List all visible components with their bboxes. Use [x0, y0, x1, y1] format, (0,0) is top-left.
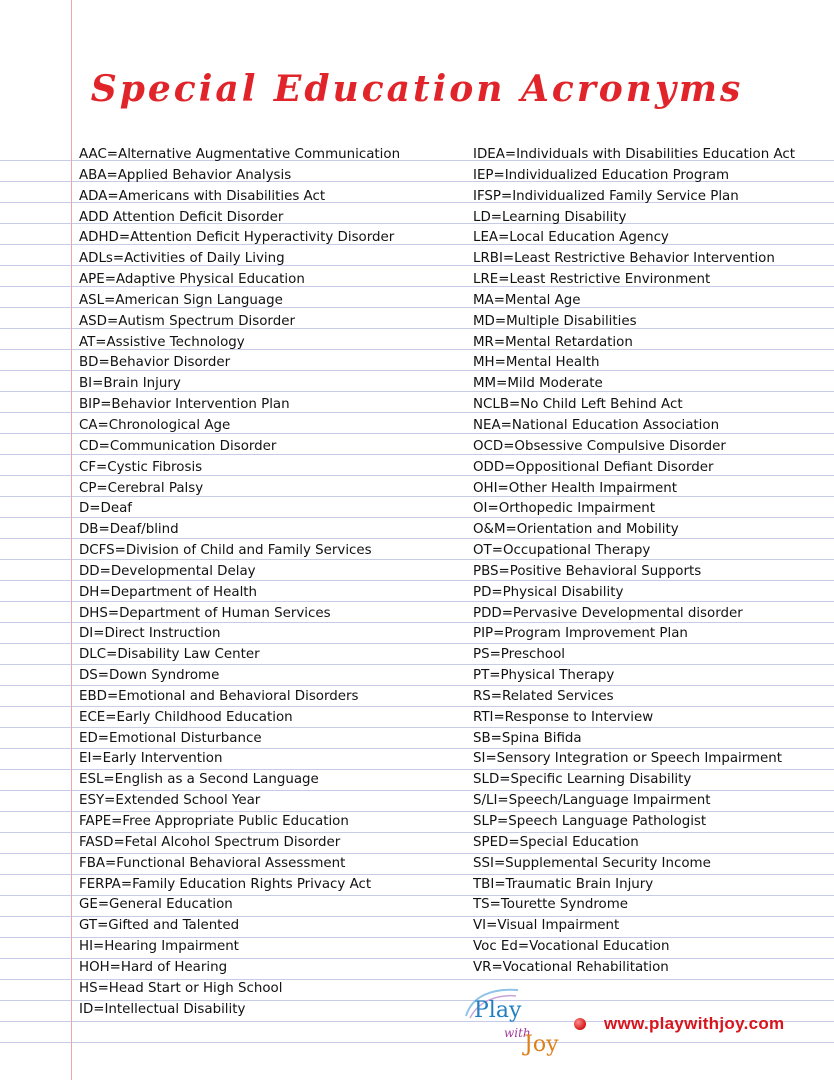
acronym-item: IDEA=Individuals with Disabilities Education Act [473, 147, 795, 162]
acronym-item: TBI=Traumatic Brain Injury [473, 876, 654, 892]
acronym-item: AAC=Alternative Augmentative Communication [79, 147, 401, 162]
acronym-item: IFSP=Individualized Family Service Plan [473, 188, 739, 204]
acronym-item: AT=Assistive Technology [79, 334, 245, 350]
acronym-item: PS=Preschool [473, 647, 566, 663]
acronym-item: EBD=Emotional and Behavioral Disorders [79, 688, 359, 704]
acronym-item: MM=Mild Moderate [473, 376, 603, 392]
acronym-item: PIP=Program Improvement Plan [473, 626, 688, 642]
acronym-item: ESL=English as a Second Language [79, 772, 319, 788]
acronym-item: LD=Learning Disability [473, 209, 627, 225]
acronym-item: ECE=Early Childhood Education [79, 709, 293, 725]
acronym-item: MH=Mental Health [473, 355, 600, 371]
acronym-item: MA=Mental Age [473, 292, 581, 308]
acronym-item: HS=Head Start or High School [79, 980, 283, 996]
website-link[interactable]: www.playwithjoy.com [604, 1014, 785, 1033]
red-ball-icon [574, 1018, 586, 1030]
acronym-item: BIP=Behavior Intervention Plan [79, 397, 290, 413]
acronym-item: ESY=Extended School Year [79, 793, 261, 809]
acronym-item: CP=Cerebral Palsy [79, 480, 204, 496]
acronym-item: DHS=Department of Human Services [79, 605, 331, 621]
acronym-item: D=Deaf [79, 501, 133, 517]
acronym-item: MR=Mental Retardation [473, 334, 633, 350]
acronym-item: SB=Spina Bifida [473, 730, 582, 746]
acronym-item: TS=Tourette Syndrome [473, 897, 629, 913]
acronym-item: ED=Emotional Disturbance [79, 730, 262, 746]
acronym-item: HOH=Hard of Hearing [79, 959, 228, 975]
acronym-item: CD=Communication Disorder [79, 438, 277, 454]
play-with-joy-logo [462, 984, 592, 1064]
acronym-item: FASD=Fetal Alcohol Spectrum Disorder [79, 834, 341, 850]
acronym-item: ASL=American Sign Language [79, 292, 283, 308]
acronym-item: APE=Adaptive Physical Education [79, 272, 305, 288]
acronym-item: HI=Hearing Impairment [79, 939, 239, 955]
logo-with-text: with [504, 1026, 531, 1040]
acronym-item: Voc Ed=Vocational Education [473, 939, 670, 955]
acronym-item: BD=Behavior Disorder [79, 355, 231, 371]
acronym-item: FBA=Functional Behavioral Assessment [79, 855, 346, 871]
acronym-item: ABA=Applied Behavior Analysis [79, 167, 292, 183]
acronym-item: DS=Down Syndrome [79, 668, 220, 684]
acronym-item: MD=Multiple Disabilities [473, 313, 637, 329]
acronym-item: NCLB=No Child Left Behind Act [473, 397, 683, 413]
acronym-item: PDD=Pervasive Developmental disorder [473, 605, 743, 621]
acronym-item: GT=Gifted and Talented [79, 918, 240, 934]
acronym-item: DB=Deaf/blind [79, 522, 179, 538]
acronym-item: ADA=Americans with Disabilities Act [79, 188, 326, 204]
acronym-item: S/LI=Speech/Language Impairment [473, 793, 711, 809]
acronym-item: PBS=Positive Behavioral Supports [473, 563, 702, 579]
acronym-item: CF=Cystic Fibrosis [79, 459, 203, 475]
acronym-item: OHI=Other Health Impairment [473, 480, 677, 496]
logo-play-text: Play [474, 998, 522, 1023]
acronym-item: PD=Physical Disability [473, 584, 624, 600]
acronym-item: NEA=National Education Association [473, 417, 720, 433]
acronym-item: RTI=Response to Interview [473, 709, 654, 725]
footer-area [0, 1048, 834, 1080]
acronym-item: SI=Sensory Integration or Speech Impairment [473, 751, 783, 767]
acronym-item: RS=Related Services [473, 688, 614, 704]
acronym-list-right [473, 145, 834, 979]
acronym-item: LRBI=Least Restrictive Behavior Intervention [473, 251, 775, 267]
acronym-item: DD=Developmental Delay [79, 563, 256, 579]
acronym-item: ODD=Oppositional Defiant Disorder [473, 459, 714, 475]
acronym-item: O&M=Orientation and Mobility [473, 522, 679, 538]
notebook-margin-line [71, 0, 72, 1080]
acronym-item: VR=Vocational Rehabilitation [473, 959, 669, 975]
logo-joy-text: Joy [524, 1032, 559, 1057]
acronym-item: FAPE=Free Appropriate Public Education [79, 814, 349, 829]
acronym-item: IEP=Individualized Education Program [473, 167, 730, 183]
acronym-item: DH=Department of Health [79, 584, 258, 600]
page-title: Special Education Acronyms [90, 68, 744, 110]
acronym-item: CA=Chronological Age [79, 417, 231, 433]
acronym-item: ID=Intellectual Disability [79, 1001, 246, 1017]
acronym-item: ADLs=Activities of Daily Living [79, 251, 285, 267]
acronym-item: ADD Attention Deficit Disorder [79, 209, 284, 225]
acronym-item: BI=Brain Injury [79, 376, 181, 392]
acronym-item: PT=Physical Therapy [473, 668, 615, 684]
acronym-item: DI=Direct Instruction [79, 626, 221, 642]
acronym-item: GE=General Education [79, 897, 233, 913]
acronym-item: SSI=Supplemental Security Income [473, 855, 711, 871]
acronym-item: OCD=Obsessive Compulsive Disorder [473, 438, 726, 454]
acronym-item: OT=Occupational Therapy [473, 543, 651, 559]
acronym-list-left [79, 145, 464, 1020]
acronym-item: EI=Early Intervention [79, 751, 223, 767]
acronym-item: VI=Visual Impairment [473, 918, 620, 934]
acronym-item: LEA=Local Education Agency [473, 230, 669, 246]
acronym-item: DCFS=Division of Child and Family Services [79, 543, 372, 559]
acronym-item: LRE=Least Restrictive Environment [473, 272, 711, 288]
acronym-item: DLC=Disability Law Center [79, 647, 260, 663]
acronym-item: OI=Orthopedic Impairment [473, 501, 655, 517]
acronym-item: ADHD=Attention Deficit Hyperactivity Disorder [79, 230, 395, 246]
acronym-item: SLD=Specific Learning Disability [473, 772, 692, 788]
acronym-item: FERPA=Family Education Rights Privacy Act [79, 876, 372, 892]
acronym-item: SLP=Speech Language Pathologist [473, 814, 707, 829]
acronym-item: SPED=Special Education [473, 834, 639, 850]
acronym-item: ASD=Autism Spectrum Disorder [79, 313, 295, 329]
